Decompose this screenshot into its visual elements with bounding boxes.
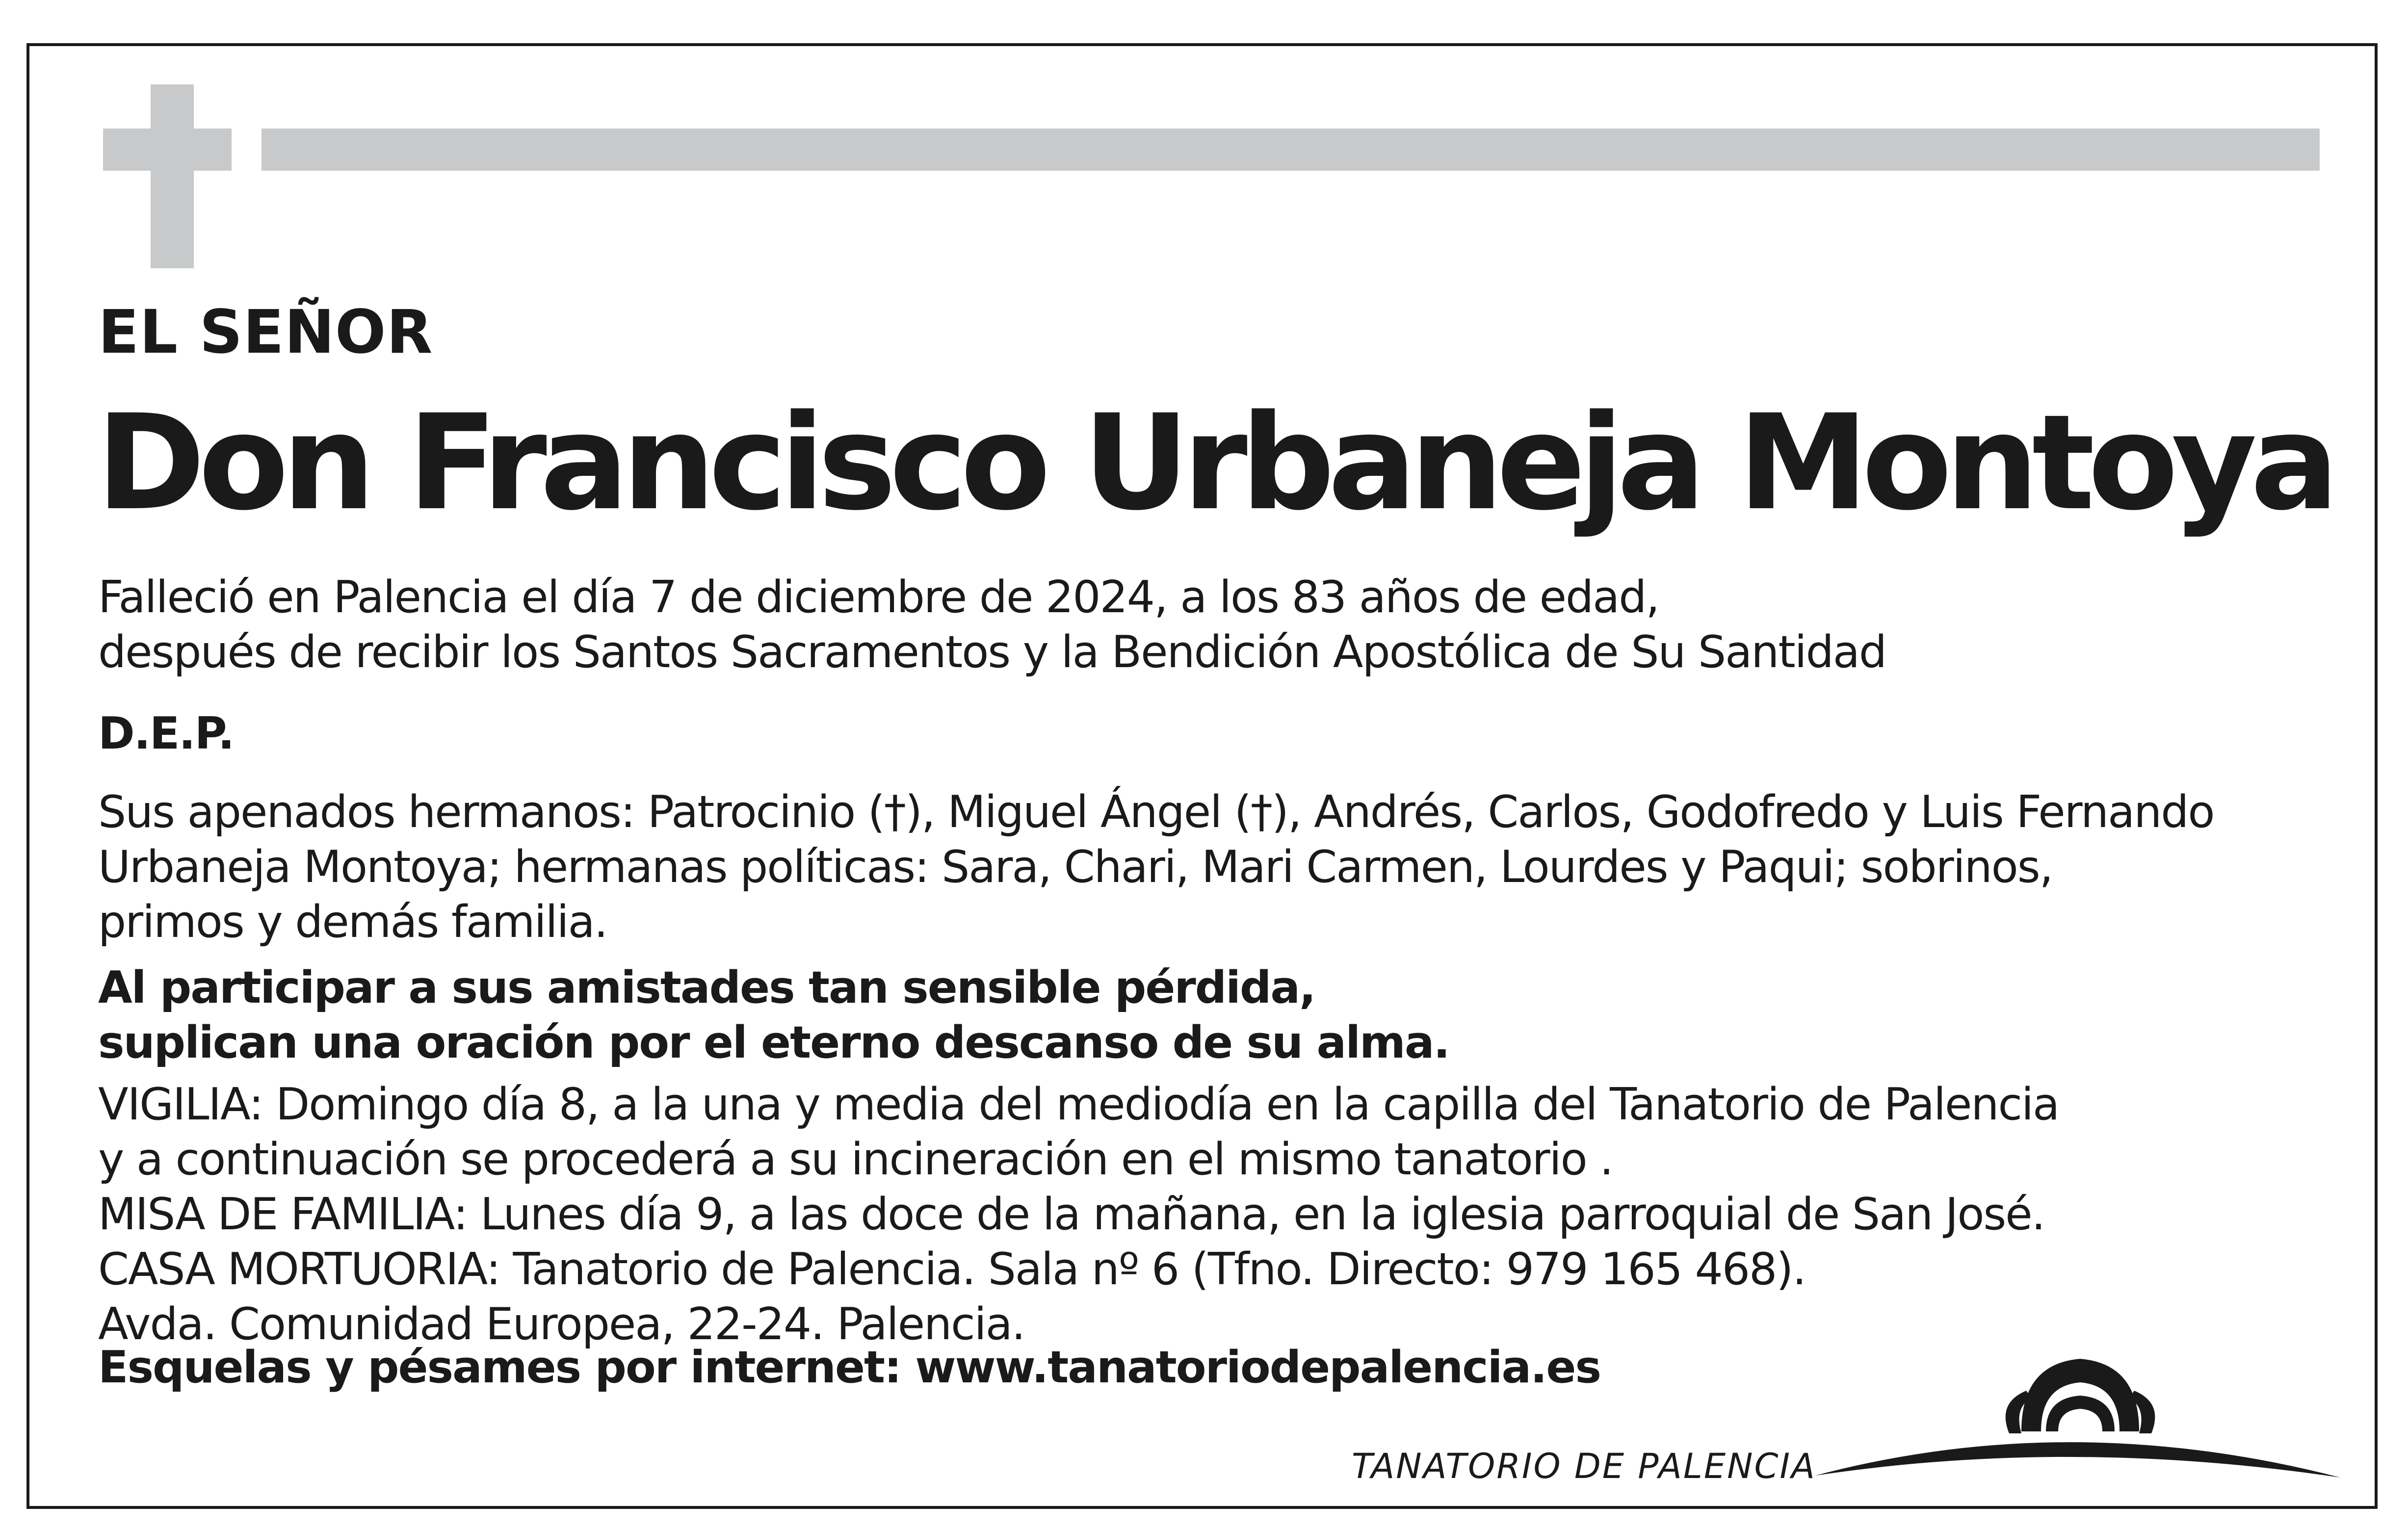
death-line: después de recibir los Santos Sacramentos y la Bendición Apostólica de Su Santidad [98, 626, 1886, 678]
service-line: MISA DE FAMILIA: Lunes día 9, a las doce de la mañana, en la iglesia parroquial de San José. [98, 1189, 2045, 1240]
service-line: VIGILIA: Domingo día 8, a la una y media del mediodía en la capilla del Tanatorio de Palencia [98, 1079, 2059, 1130]
request-line: suplican una oración por el eterno descanso de su alma. [98, 1017, 1449, 1068]
web-line: Esquelas y pésames por internet: www.tanatoriodepalencia.es [98, 1342, 1601, 1393]
death-line: Falleció en Palencia el día 7 de diciembre de 2024, a los 83 años de edad, [98, 571, 1659, 623]
family-paragraph [98, 785, 2214, 950]
family-line: Urbaneja Montoya; hermanas políticas: Sara, Chari, Mari Carmen, Lourdes y Paqui; sobrinos, [98, 841, 2053, 893]
request-line: Al participar a sus amistades tan sensible pérdida, [98, 962, 1315, 1013]
death-details [98, 570, 1886, 680]
family-line: primos y demás familia. [98, 896, 607, 948]
service-line: Avda. Comunidad Europea, 22-24. Palencia. [98, 1298, 1025, 1350]
header-bar [262, 129, 2320, 171]
dep-label: D.E.P. [98, 708, 234, 759]
request-paragraph [98, 960, 1449, 1070]
cross-icon-horizontal [103, 129, 232, 171]
tanatorio-dome-logo-icon [1815, 1344, 2345, 1491]
service-line: CASA MORTUORIA: Tanatorio de Palencia. Sala nº 6 (Tfno. Directo: 979 165 468). [98, 1244, 1806, 1295]
title-prefix: EL SEÑOR [98, 297, 433, 367]
logo-text: TANATORIO DE PALENCIA [1352, 1446, 1816, 1486]
service-line: y a continuación se procederá a su incineración en el mismo tanatorio . [98, 1134, 1613, 1185]
cross-icon-vertical [151, 84, 194, 268]
deceased-name: Don Francisco Urbaneja Montoya [96, 387, 2332, 540]
family-line: Sus apenados hermanos: Patrocinio (†), Miguel Ángel (†), Andrés, Carlos, Godofredo y Luis Fernando [98, 786, 2214, 838]
service-paragraph [98, 1077, 2059, 1352]
